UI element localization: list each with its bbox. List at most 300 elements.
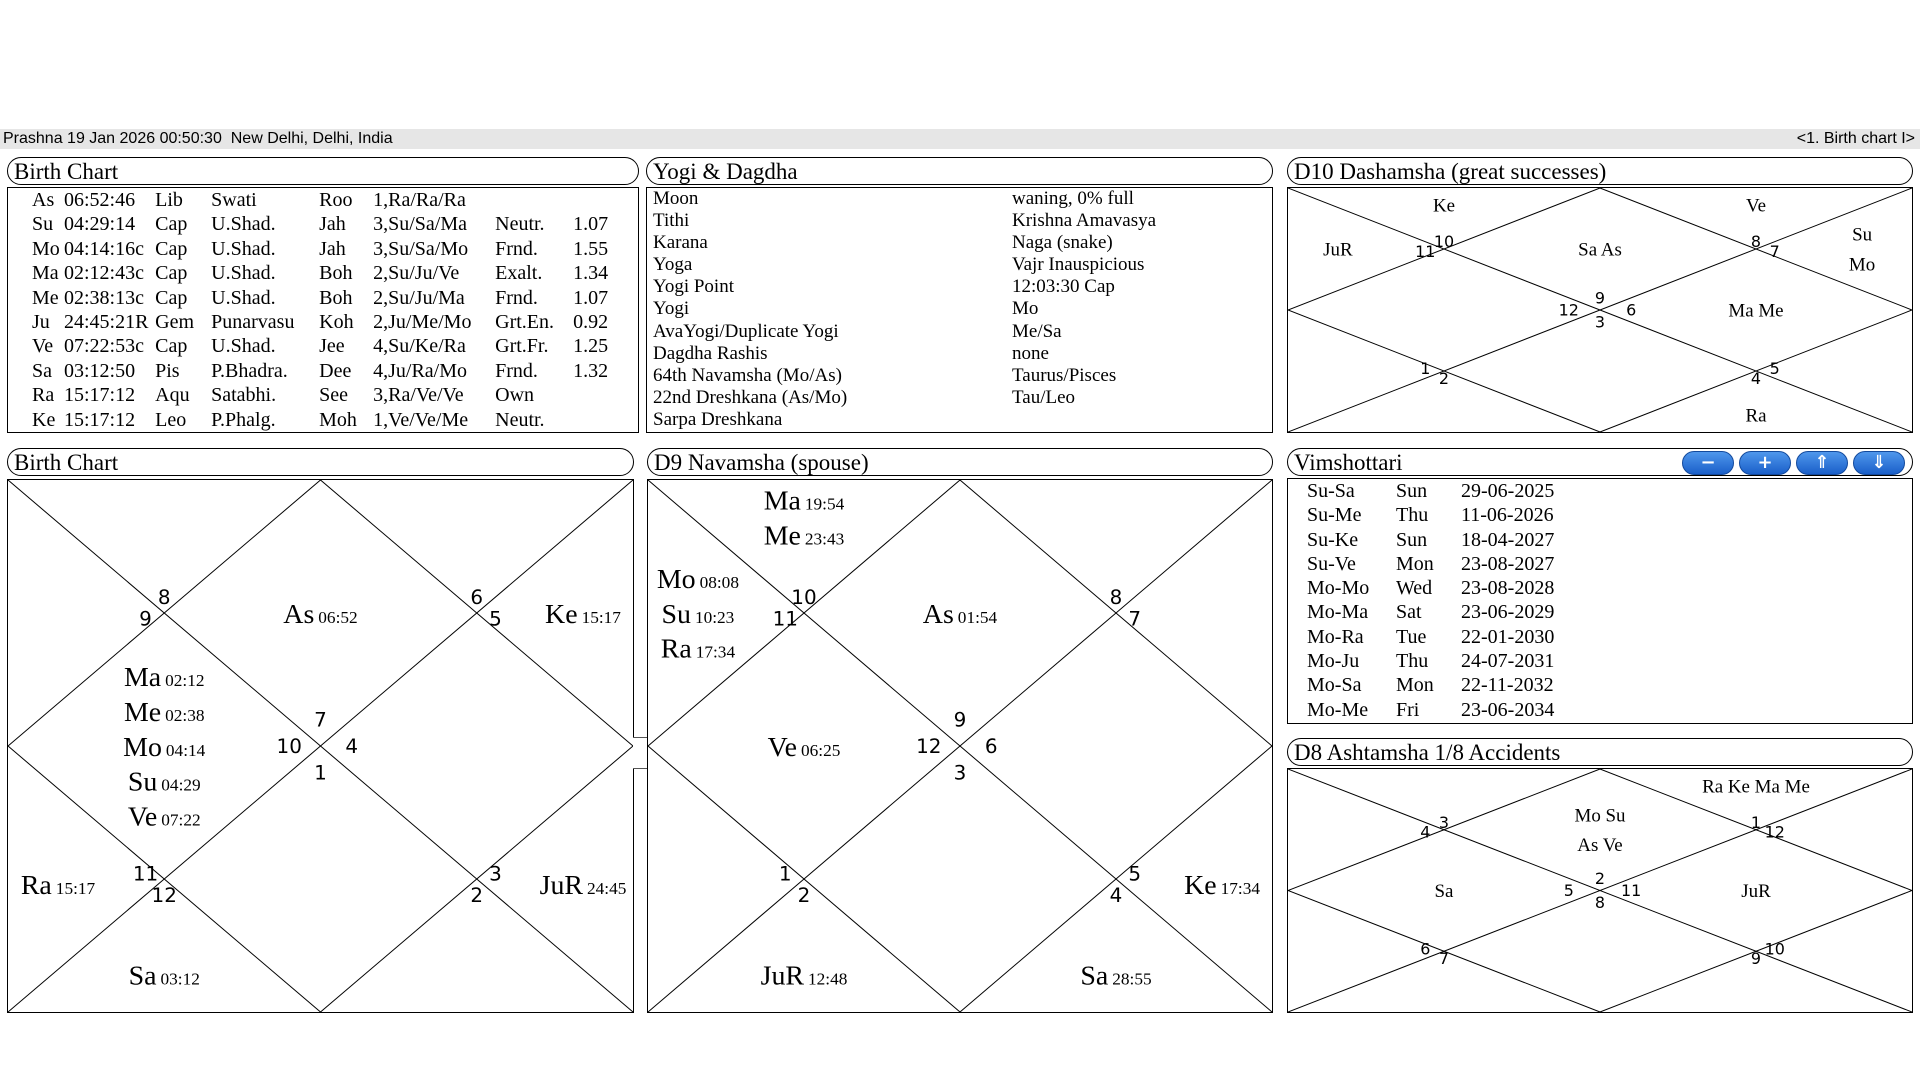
house-number: 8 [1750, 232, 1762, 252]
yogi-cell: Mo [1012, 298, 1039, 320]
planet-cell: 1.07 [573, 286, 609, 309]
dasha-cell: Mo-Ju [1307, 650, 1360, 673]
planet-degree: 04:14 [165, 740, 206, 760]
house-number: 3 [1438, 813, 1450, 833]
dasha-cell: 18-04-2027 [1461, 528, 1555, 551]
planet-cell: Su [32, 213, 54, 236]
yogi-cell: 22nd Dreshkana (As/Mo) [653, 386, 848, 408]
planet-degree: 01:54 [957, 607, 998, 627]
house-number: 4 [345, 734, 359, 758]
house-number: 12 [151, 883, 177, 907]
planet-cell: P.Bhadra. [211, 359, 288, 382]
house-number: 4 [1750, 368, 1762, 388]
planet-cell: U.Shad. [211, 237, 276, 260]
planet-cell: 1,Ra/Ra/Ra [373, 189, 466, 211]
dasha-cell: Mo-Mo [1307, 577, 1370, 600]
planet-cell: Dee [319, 359, 352, 382]
dasha-cell: 23-06-2034 [1461, 698, 1555, 721]
dasha-row[interactable] [1307, 625, 1581, 649]
panel-title[interactable]: Vimshottari [1287, 448, 1913, 476]
yogi-row[interactable] [653, 232, 1252, 254]
dasha-cell: Thu [1396, 650, 1429, 673]
planet-cell: 2,Su/Ju/Ve [373, 262, 460, 285]
dasha-row[interactable] [1307, 649, 1581, 673]
planet-row[interactable] [32, 212, 613, 236]
dasha-cell: Sun [1396, 528, 1428, 551]
birth-table-panel [7, 157, 639, 433]
yogi-row[interactable] [653, 298, 1252, 320]
planet-cell: Punarvasu [211, 311, 295, 334]
house-number: 11 [132, 862, 159, 886]
yogi-row[interactable] [653, 210, 1252, 232]
yogi-cell: Karana [653, 232, 708, 254]
yogi-cell: Yogi [653, 298, 690, 320]
planet-label [21, 870, 96, 901]
planet-name: As [922, 598, 954, 630]
planet-cell: Mo [32, 237, 60, 260]
planet-cell [135, 212, 155, 236]
planet-cell: Neutr. [495, 213, 545, 236]
planet-label: As Ve [1577, 835, 1623, 857]
planet-name: Ma [763, 485, 801, 517]
dasha-cell: 24-07-2031 [1461, 650, 1555, 673]
house-number: 4 [1420, 822, 1431, 842]
planet-name: As [283, 598, 315, 630]
planet-cell: Ve [32, 335, 54, 358]
house-number: 2 [1438, 368, 1450, 388]
dasha-cell: Mon [1396, 674, 1434, 697]
house-number: 6 [1626, 300, 1637, 320]
planet-label: Ke [1432, 195, 1456, 217]
planet-label [661, 634, 736, 665]
yogi-row[interactable] [653, 343, 1252, 365]
planet-cell: 1.07 [573, 213, 609, 236]
house-number: 3 [1594, 312, 1606, 332]
planet-name: Su [127, 766, 158, 798]
planet-degree: 12:48 [808, 969, 848, 989]
planet-cell: R [135, 311, 149, 334]
planet-label [545, 599, 621, 630]
planet-cell: 1.55 [573, 237, 609, 260]
planet-row[interactable] [32, 237, 613, 261]
planet-cell: See [319, 384, 349, 407]
planet-label: Ra Ke Ma Me [1702, 776, 1810, 798]
planet-label [540, 870, 627, 901]
planet-cell: Sa [32, 359, 52, 382]
house-number: 9 [953, 708, 967, 732]
planet-row[interactable] [32, 286, 613, 310]
planet-cell: As [32, 189, 55, 211]
house-number: 5 [1128, 862, 1142, 886]
planet-cell: Ke [32, 408, 56, 431]
planet-label [124, 697, 205, 728]
yogi-row[interactable] [653, 321, 1252, 343]
planet-degree: 24:45 [587, 879, 627, 899]
planet-name: Ra [660, 633, 692, 665]
planet-cell: 04:29:14 [64, 213, 136, 236]
house-number: 10 [1764, 939, 1785, 959]
chart-selector-label[interactable]: <1. Birth chart I> [1796, 130, 1915, 147]
planet-cell: U.Shad. [211, 213, 276, 236]
vimshottari-body [1287, 478, 1913, 724]
d8-body [1287, 768, 1913, 1013]
dasha-row[interactable] [1307, 552, 1581, 576]
house-number: 1 [314, 761, 327, 785]
planet-label [124, 662, 205, 693]
planet-row[interactable] [32, 408, 613, 432]
rasi-chart[interactable] [8, 480, 633, 1012]
planet-name: Ma [123, 662, 162, 694]
house-number: 3 [489, 862, 502, 886]
planet-degree: 02:12 [165, 671, 205, 691]
house-number: 5 [1769, 359, 1780, 379]
planet-label: Sa As [1578, 239, 1622, 261]
planet-cell: P.Phalg. [211, 408, 276, 431]
house-number: 8 [1594, 893, 1606, 913]
dasha-cell: Su-Ve [1307, 552, 1356, 575]
planet-name: Ve [767, 731, 798, 763]
planet-cell: 3,Ra/Ve/Ve [373, 384, 464, 407]
house-number: 6 [470, 586, 484, 610]
house-number: 1 [1420, 359, 1431, 379]
planet-degree: 17:34 [1220, 879, 1261, 899]
planet-degree: 15:17 [55, 879, 96, 899]
planet-cell: Aqu [155, 384, 190, 407]
planet-cell: Frnd. [495, 359, 538, 382]
planet-cell: 06:52:46 [64, 189, 136, 211]
house-number: 10 [1433, 232, 1455, 252]
planet-cell: Frnd. [495, 286, 538, 309]
planet-label [1080, 961, 1151, 992]
planet-cell: Satabhi. [211, 384, 277, 407]
d9-chart[interactable] [648, 480, 1272, 1012]
yogi-cell: Krishna Amavasya [1012, 210, 1157, 232]
rasi-panel [7, 448, 634, 1013]
dasha-cell: 22-01-2030 [1461, 625, 1555, 648]
planet-cell: 0.92 [573, 311, 609, 334]
house-number: 9 [139, 607, 152, 631]
dasha-table [1307, 479, 1581, 722]
dasha-cell: Mo-Me [1307, 698, 1369, 721]
yogi-row[interactable] [653, 365, 1252, 387]
planet-label: Sa [1434, 881, 1454, 903]
planet-cell: Cap [155, 213, 188, 236]
dasha-cell: 23-08-2027 [1461, 552, 1555, 575]
planet-degree: 08:08 [699, 572, 739, 592]
planet-label: Ra [1745, 405, 1767, 427]
planet-cell: 4,Su/Ke/Ra [373, 335, 466, 358]
planet-degree: 10:23 [694, 607, 735, 627]
header-bar [0, 129, 1920, 149]
planet-name: Sa [128, 960, 157, 992]
planet-degree: 23:43 [804, 529, 845, 549]
dasha-row[interactable] [1307, 528, 1581, 552]
house-number: 10 [791, 586, 817, 610]
planet-name: Me [763, 520, 801, 552]
dasha-cell: Mon [1396, 552, 1434, 575]
dasha-cell: Sun [1396, 480, 1428, 502]
house-number: 7 [314, 708, 327, 732]
planet-label [764, 520, 845, 551]
dasha-cell: Fri [1396, 698, 1420, 721]
house-number: 1 [778, 862, 792, 886]
planet-cell: 15:17:12 [64, 408, 136, 431]
planet-degree: 28:55 [1112, 969, 1152, 989]
yogi-cell: AvaYogi/Duplicate Yogi [653, 320, 839, 342]
planet-cell: 02:12:43 [64, 262, 136, 285]
yogi-panel [646, 157, 1273, 433]
yogi-cell: Sarpa Dreshkana [653, 408, 783, 430]
planet-cell: 1.32 [573, 359, 609, 382]
yogi-cell: Moon [653, 188, 699, 209]
yogi-cell: Me/Sa [1012, 320, 1062, 342]
house-number: 6 [984, 734, 998, 758]
planet-cell: U.Shad. [211, 286, 276, 309]
yogi-cell: Vajr Inauspicious [1012, 254, 1145, 276]
yogi-table [653, 188, 1252, 431]
house-number: 2 [470, 883, 484, 907]
planet-name: Ke [545, 598, 578, 630]
planet-cell: Me [32, 286, 59, 309]
planet-label [128, 802, 201, 833]
planet-cell: Grt.En. [495, 311, 555, 334]
yogi-cell: Yoga [653, 254, 693, 276]
planet-cell: Own [495, 384, 535, 407]
planet-cell: 02:38:13 [64, 286, 136, 309]
yogi-cell: Dagdha Rashis [653, 342, 768, 364]
planet-cell: Cap [155, 262, 188, 285]
planet-label: JuR [1323, 239, 1353, 261]
house-number: 9 [1594, 288, 1606, 308]
planet-cell: Koh [319, 311, 354, 334]
planet-degree: 19:54 [804, 494, 845, 514]
planet-name: JuR [539, 870, 584, 902]
planet-cell: 1,Ve/Ve/Me [373, 408, 469, 431]
planet-degree: 07:22 [161, 810, 201, 830]
dasha-row[interactable] [1307, 479, 1581, 503]
planet-cell: Jah [319, 237, 346, 260]
planet-cell: Exalt. [495, 262, 543, 285]
house-number: 7 [1128, 607, 1142, 631]
planet-cell [573, 383, 613, 407]
planet-row[interactable] [32, 334, 613, 358]
d10-chart[interactable] [1288, 188, 1912, 432]
d8-chart[interactable] [1288, 769, 1912, 1012]
planet-cell: 03:12:50 [64, 359, 136, 382]
planet-cell: 2,Ju/Me/Mo [373, 311, 472, 334]
planet-cell: Swati [211, 189, 257, 211]
house-number: 4 [1109, 883, 1123, 907]
planet-row[interactable] [32, 188, 613, 212]
dasha-row[interactable] [1307, 698, 1581, 722]
planet-cell [135, 359, 155, 383]
collapse-button[interactable]: − [1682, 451, 1734, 475]
planet-cell: 1.25 [573, 335, 609, 358]
dasha-cell: Tue [1396, 625, 1427, 648]
planet-label [283, 599, 357, 630]
planet-name: JuR [760, 960, 805, 992]
planet-degree: 15:17 [581, 607, 621, 627]
dasha-row[interactable] [1307, 600, 1581, 624]
planet-cell: 2,Su/Ju/Ma [373, 286, 465, 309]
planet-cell: c [135, 335, 145, 358]
planet-label [661, 599, 734, 630]
house-number: 5 [1563, 881, 1574, 901]
planet-cell: Cap [155, 335, 188, 358]
planet-cell: Boh [319, 262, 353, 285]
panel-title[interactable]: Birth Chart [7, 157, 639, 185]
planet-cell: Roo [319, 189, 353, 211]
house-number: 10 [276, 734, 302, 758]
house-number: 11 [1415, 242, 1436, 261]
planet-cell: Jee [319, 335, 345, 358]
planet-row[interactable] [32, 359, 613, 383]
planet-cell: Boh [319, 286, 353, 309]
planet-cell: c [135, 262, 145, 285]
house-number: 5 [489, 607, 502, 631]
yogi-cell: waning, 0% full [1012, 188, 1134, 209]
panel-title[interactable]: D8 Ashtamsha 1/8 Accidents [1287, 738, 1913, 766]
dasha-cell: 11-06-2026 [1461, 504, 1554, 527]
planet-cell: 04:14:16 [64, 237, 136, 260]
yogi-cell: Yogi Point [653, 276, 734, 298]
planet-cell: Leo [155, 408, 187, 431]
dasha-cell: 23-08-2028 [1461, 577, 1555, 600]
planet-label: Mo Su [1574, 805, 1626, 827]
planet-label [1184, 870, 1260, 901]
expand-button[interactable]: + [1739, 451, 1791, 475]
level-down-button[interactable]: ⇓ [1853, 451, 1905, 475]
house-number: 12 [1558, 300, 1579, 320]
planet-name: Sa [1080, 960, 1109, 992]
house-number: 12 [916, 734, 942, 758]
dasha-cell: Sat [1396, 601, 1422, 624]
planet-cell: Ra [32, 384, 55, 407]
dasha-row[interactable] [1307, 673, 1581, 697]
level-up-button[interactable]: ⇑ [1796, 451, 1848, 475]
planet-cell: U.Shad. [211, 335, 276, 358]
planet-row[interactable] [32, 261, 613, 285]
planet-label [761, 961, 848, 992]
planet-label [923, 599, 998, 630]
yogi-row[interactable] [653, 254, 1252, 276]
yogi-cell: 64th Navamsha (Mo/As) [653, 364, 842, 386]
d9-panel [647, 448, 1273, 1013]
vimshottari-panel [1287, 448, 1913, 724]
planet-cell: Moh [319, 408, 357, 431]
dasha-cell: Thu [1396, 504, 1429, 527]
dasha-cell: Mo-Ma [1307, 601, 1369, 624]
planet-cell [135, 188, 155, 212]
dasha-cell: 29-06-2025 [1461, 480, 1555, 502]
planet-degree: 04:29 [161, 775, 201, 795]
planet-label: Mo [1848, 254, 1876, 276]
yogi-row[interactable] [653, 409, 1252, 431]
planet-cell: 4,Ju/Ra/Mo [373, 359, 468, 382]
house-number: 1 [1750, 813, 1762, 833]
planet-degree: 06:52 [318, 607, 358, 627]
planet-label: Ve [1746, 195, 1766, 217]
dasha-row[interactable] [1307, 503, 1581, 527]
planet-table [32, 188, 613, 432]
planet-name: Me [123, 696, 162, 728]
planet-degree: 02:38 [165, 705, 205, 725]
yogi-cell: Naga (snake) [1012, 232, 1113, 254]
yogi-cell: Tau/Leo [1012, 386, 1076, 408]
house-number: 11 [772, 607, 798, 631]
yogi-cell: Taurus/Pisces [1012, 364, 1117, 386]
planet-cell: Lib [155, 189, 183, 211]
planet-cell: 1.34 [573, 262, 609, 285]
planet-name: Mo [123, 731, 162, 763]
planet-cell: 24:45:21 [64, 311, 136, 334]
house-number: 6 [1420, 939, 1431, 959]
panel-title[interactable]: Yogi & Dagdha [646, 157, 1273, 185]
planet-cell: 3,Su/Sa/Mo [373, 237, 469, 260]
dasha-cell: Wed [1396, 577, 1433, 600]
panel-title[interactable]: D9 Navamsha (spouse) [647, 448, 1273, 476]
house-number: 2 [797, 883, 811, 907]
yogi-row[interactable] [653, 188, 1252, 210]
planet-name: Ke [1184, 870, 1217, 902]
planet-cell [135, 408, 155, 432]
planet-cell [573, 188, 613, 212]
house-number: 8 [157, 586, 171, 610]
planet-label: Ma Me [1728, 300, 1784, 322]
house-number: 7 [1438, 949, 1450, 969]
dasha-cell: Su-Ke [1307, 528, 1359, 551]
planet-cell: Cap [155, 237, 188, 260]
planet-cell: c [135, 237, 145, 260]
panel-title[interactable]: Birth Chart [7, 448, 634, 476]
planet-cell: 07:22:53 [64, 335, 136, 358]
d8-panel [1287, 738, 1913, 1013]
planet-cell: Neutr. [495, 408, 545, 431]
house-number: 3 [953, 761, 967, 785]
planet-degree: 03:12 [160, 969, 200, 989]
birth-table-body [7, 187, 639, 433]
planet-label [128, 767, 201, 798]
planet-label [657, 564, 739, 595]
dasha-cell: Su-Sa [1307, 480, 1355, 502]
panel-title[interactable]: D10 Dashamsha (great successes) [1287, 157, 1913, 185]
dasha-row[interactable] [1307, 576, 1581, 600]
dasha-cell: 22-11-2032 [1461, 674, 1554, 697]
house-number: 11 [1621, 881, 1642, 901]
rasi-body [7, 479, 634, 1013]
panel-resize-handle[interactable] [633, 737, 648, 769]
planet-cell: Ju [32, 311, 50, 334]
dasha-cell: Su-Me [1307, 504, 1362, 527]
planet-cell: 3,Su/Sa/Ma [373, 213, 468, 236]
planet-label [129, 961, 200, 992]
yogi-cell: none [1012, 342, 1049, 364]
yogi-row[interactable] [653, 387, 1252, 409]
planet-label: Su [1852, 224, 1873, 246]
planet-cell: c [135, 286, 145, 309]
planet-cell [495, 188, 573, 212]
planet-row[interactable] [32, 383, 613, 407]
yogi-cell: Tithi [653, 210, 690, 232]
planet-row[interactable] [32, 310, 613, 334]
planet-degree: 17:34 [695, 642, 736, 662]
yogi-cell: 12:03:30 Cap [1012, 276, 1115, 298]
planet-cell: Grt.Fr. [495, 335, 549, 358]
planet-name: Mo [656, 563, 696, 595]
dasha-cell: Mo-Ra [1307, 625, 1364, 648]
planet-cell: Frnd. [495, 237, 538, 260]
yogi-row[interactable] [653, 276, 1252, 298]
